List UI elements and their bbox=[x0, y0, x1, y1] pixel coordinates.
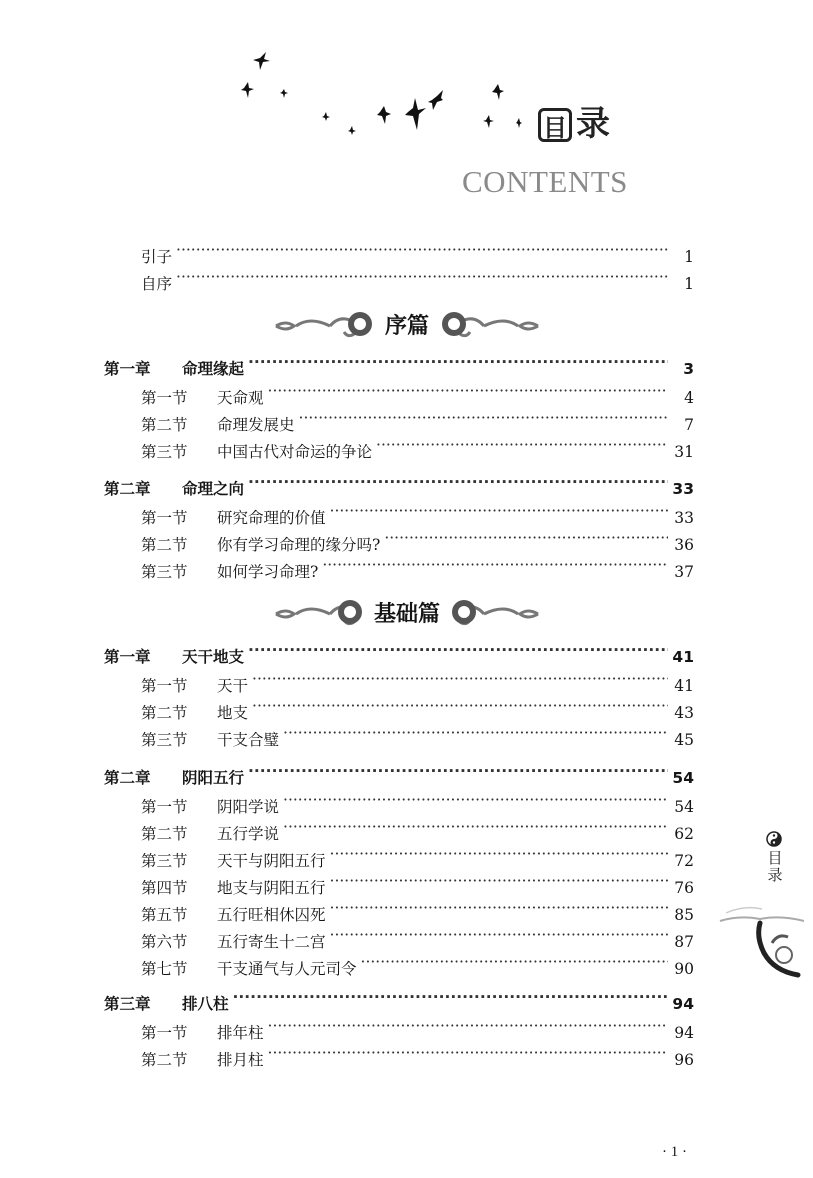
toc-entry-front[interactable] bbox=[141, 238, 694, 266]
section-number: 第三节 bbox=[141, 731, 188, 749]
section-number: 第一节 bbox=[141, 798, 188, 816]
section-title: 中国古代对命运的争论 bbox=[217, 443, 373, 461]
chapter-number: 第一章 bbox=[104, 360, 151, 378]
chapter-page: 41 bbox=[672, 648, 694, 666]
toc-entry-front[interactable] bbox=[141, 265, 694, 293]
leader-dots bbox=[330, 842, 668, 866]
part-banner bbox=[272, 304, 542, 344]
section-title: 命理发展史 bbox=[217, 416, 295, 434]
section-number: 第二节 bbox=[141, 704, 188, 722]
ink-decoration bbox=[716, 893, 808, 983]
leader-dots bbox=[322, 553, 668, 577]
section-title: 如何学习命理? bbox=[217, 563, 319, 581]
leader-dots bbox=[268, 1041, 668, 1065]
section-title: 排年柱 bbox=[217, 1024, 264, 1042]
chapter-title: 排八柱 bbox=[182, 995, 229, 1013]
section-title: 天干与阴阳五行 bbox=[217, 852, 326, 870]
chapter-page: 54 bbox=[672, 769, 694, 787]
section-page: 72 bbox=[674, 852, 694, 870]
section-number: 第四节 bbox=[141, 879, 188, 897]
toc-section[interactable] bbox=[141, 433, 694, 461]
leader-dots bbox=[361, 950, 668, 974]
entry-page: 1 bbox=[684, 248, 694, 266]
section-title: 地支 bbox=[217, 704, 249, 722]
leader-dots bbox=[176, 238, 668, 262]
section-page: 94 bbox=[674, 1024, 694, 1042]
section-page: 37 bbox=[674, 563, 694, 581]
section-page: 96 bbox=[674, 1051, 694, 1069]
section-title: 五行学说 bbox=[217, 825, 280, 843]
section-number: 第五节 bbox=[141, 906, 188, 924]
entry-title: 自序 bbox=[141, 275, 173, 293]
section-title: 你有学习命理的缘分吗? bbox=[217, 536, 381, 554]
part-title: 序篇 bbox=[384, 314, 429, 339]
toc-chapter[interactable] bbox=[104, 638, 694, 666]
section-title: 研究命理的价值 bbox=[217, 509, 326, 527]
leader-dots bbox=[330, 923, 668, 947]
toc-section[interactable] bbox=[141, 869, 694, 897]
section-title: 干支通气与人元司令 bbox=[217, 960, 357, 978]
toc-section[interactable] bbox=[141, 379, 694, 407]
leader-dots bbox=[248, 470, 668, 494]
leader-dots bbox=[268, 1014, 668, 1038]
section-number: 第二节 bbox=[141, 416, 188, 434]
chapter-number: 第三章 bbox=[104, 995, 151, 1013]
section-page: 45 bbox=[674, 731, 694, 749]
leader-dots bbox=[248, 638, 668, 662]
section-number: 第三节 bbox=[141, 563, 188, 581]
section-page: 62 bbox=[674, 825, 694, 843]
toc-chapter[interactable] bbox=[104, 470, 694, 498]
chapter-number: 第一章 bbox=[104, 648, 151, 666]
title-boxed-char: 目 bbox=[538, 108, 572, 142]
section-title: 地支与阴阳五行 bbox=[217, 879, 326, 897]
leader-dots bbox=[248, 759, 668, 783]
leader-dots bbox=[283, 788, 668, 812]
side-tab-label: 目录 bbox=[767, 849, 783, 884]
toc-section[interactable] bbox=[141, 553, 694, 581]
section-page: 87 bbox=[674, 933, 694, 951]
chapter-page: 94 bbox=[672, 995, 694, 1013]
toc-chapter[interactable] bbox=[104, 759, 694, 787]
section-number: 第一节 bbox=[141, 677, 188, 695]
leader-dots bbox=[252, 667, 668, 691]
leader-dots bbox=[299, 406, 668, 430]
toc-chapter[interactable] bbox=[104, 350, 694, 378]
part-banner bbox=[272, 592, 542, 632]
section-title: 五行寄生十二宫 bbox=[217, 933, 326, 951]
contents-subtitle: CONTENTS bbox=[462, 164, 628, 199]
section-page: 31 bbox=[674, 443, 694, 461]
section-page: 90 bbox=[674, 960, 694, 978]
toc-section[interactable] bbox=[141, 788, 694, 816]
chapter-number: 第二章 bbox=[104, 769, 151, 787]
toc-section[interactable] bbox=[141, 667, 694, 695]
section-number: 第一节 bbox=[141, 389, 188, 407]
page-title: 录 bbox=[576, 104, 610, 144]
toc-section[interactable] bbox=[141, 721, 694, 749]
section-page: 33 bbox=[674, 509, 694, 527]
section-number: 第三节 bbox=[141, 852, 188, 870]
section-title: 天命观 bbox=[217, 389, 264, 407]
section-number: 第二节 bbox=[141, 825, 188, 843]
section-page: 76 bbox=[674, 879, 694, 897]
section-page: 54 bbox=[674, 798, 694, 816]
section-number: 第一节 bbox=[141, 509, 188, 527]
toc-section[interactable] bbox=[141, 896, 694, 924]
section-number: 第二节 bbox=[141, 1051, 188, 1069]
part-title: 基础篇 bbox=[373, 602, 440, 627]
entry-page: 1 bbox=[684, 275, 694, 293]
toc-section[interactable] bbox=[141, 815, 694, 843]
section-title: 干支合璧 bbox=[217, 731, 280, 749]
toc-section[interactable] bbox=[141, 1041, 694, 1069]
leader-dots bbox=[252, 694, 668, 718]
leader-dots bbox=[176, 265, 668, 289]
chapter-title: 命理缘起 bbox=[182, 360, 245, 378]
toc-section[interactable] bbox=[141, 406, 694, 434]
chapter-title: 阴阳五行 bbox=[182, 769, 245, 787]
toc-section[interactable] bbox=[141, 499, 694, 527]
section-title: 阴阳学说 bbox=[217, 798, 280, 816]
toc-section[interactable] bbox=[141, 1014, 694, 1042]
section-number: 第三节 bbox=[141, 443, 188, 461]
leader-dots bbox=[268, 379, 668, 403]
section-page: 7 bbox=[684, 416, 694, 434]
section-number: 第二节 bbox=[141, 536, 188, 554]
section-number: 第一节 bbox=[141, 1024, 188, 1042]
toc-section[interactable] bbox=[141, 526, 694, 554]
leader-dots bbox=[233, 985, 668, 1009]
chapter-page: 3 bbox=[683, 360, 694, 378]
section-title: 排月柱 bbox=[217, 1051, 264, 1069]
birds-illustration bbox=[232, 50, 522, 160]
section-title: 五行旺相休囚死 bbox=[217, 906, 326, 924]
leader-dots bbox=[248, 350, 668, 374]
page-number: · 1 · bbox=[662, 1144, 687, 1160]
toc-section[interactable] bbox=[141, 694, 694, 722]
leader-dots bbox=[330, 896, 668, 920]
section-page: 36 bbox=[674, 536, 694, 554]
leader-dots bbox=[384, 526, 668, 550]
section-number: 第七节 bbox=[141, 960, 188, 978]
toc-section[interactable] bbox=[141, 950, 694, 978]
section-page: 85 bbox=[674, 906, 694, 924]
leader-dots bbox=[283, 815, 668, 839]
leader-dots bbox=[283, 721, 668, 745]
chapter-number: 第二章 bbox=[104, 480, 151, 498]
chapter-page: 33 bbox=[672, 480, 694, 498]
leader-dots bbox=[330, 499, 668, 523]
leader-dots bbox=[376, 433, 668, 457]
entry-title: 引子 bbox=[141, 248, 173, 266]
toc-chapter[interactable] bbox=[104, 985, 694, 1013]
chapter-title: 命理之向 bbox=[182, 480, 245, 498]
chapter-title: 天干地支 bbox=[182, 648, 245, 666]
toc-section[interactable] bbox=[141, 923, 694, 951]
section-title: 天干 bbox=[217, 677, 249, 695]
section-number: 第六节 bbox=[141, 933, 188, 951]
leader-dots bbox=[330, 869, 668, 893]
yin-yang-icon bbox=[766, 831, 782, 847]
section-page: 41 bbox=[674, 677, 694, 695]
section-page: 43 bbox=[674, 704, 694, 722]
toc-section[interactable] bbox=[141, 842, 694, 870]
section-page: 4 bbox=[684, 389, 694, 407]
